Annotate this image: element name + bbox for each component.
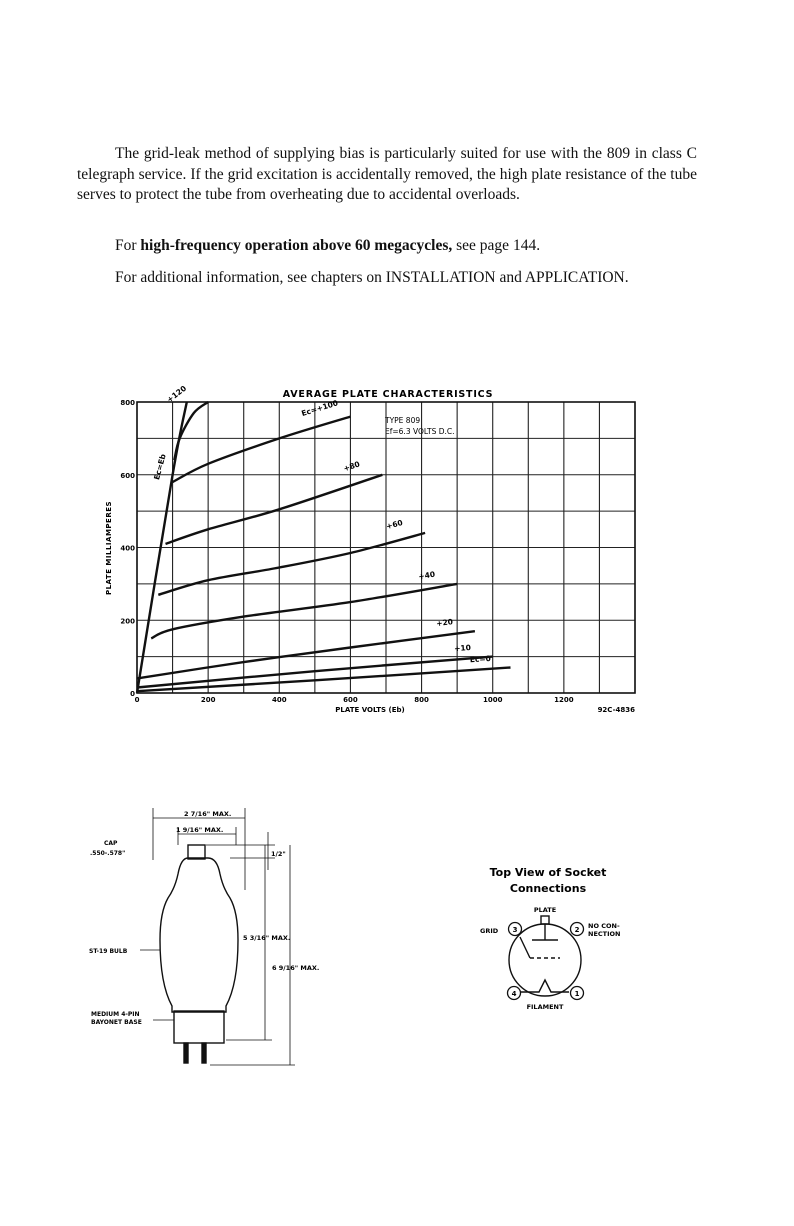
series-label: +20 xyxy=(435,617,454,629)
series-line-40 xyxy=(151,584,457,639)
socket-title-1: Top View of Socket xyxy=(489,866,607,879)
chart-tick-labels xyxy=(120,399,573,704)
socket-filament-path xyxy=(521,980,569,992)
cap-size: .550-.578" xyxy=(90,850,126,857)
socket-plate-label: PLATE xyxy=(533,906,557,914)
chart-annotation-type: TYPE 809 xyxy=(385,416,421,425)
chart-annotation-filament: Ef=6.3 VOLTS D.C. xyxy=(385,427,455,436)
pin-1-label: 1 xyxy=(574,990,580,998)
tube-cap xyxy=(188,845,205,859)
base-label-2: BAYONET BASE xyxy=(91,1019,142,1026)
pin-4-label: 4 xyxy=(511,990,517,998)
series-line-80 xyxy=(166,475,383,544)
tube-bulb-outline xyxy=(160,858,238,1012)
tube-outline-drawing xyxy=(80,800,340,1080)
tube-pin-right xyxy=(202,1043,206,1063)
series-line-120 xyxy=(174,402,208,460)
series-line-60 xyxy=(158,533,425,595)
socket-filament-label: FILAMENT xyxy=(526,1003,564,1011)
y-tick-label: 0 xyxy=(130,690,135,698)
x-tick-label: 800 xyxy=(414,696,429,704)
series-line-100 xyxy=(173,417,351,482)
socket-nc-label-1: NO CON- xyxy=(588,922,620,930)
paragraph-grid-leak: The grid-leak method of supplying bias is particularly suited for use with the 809 in class C telegraph service. If the grid excitation is accidentally removed, the high plate resistance of the tube serves to protect the tube from overheating due to accidental overloads. xyxy=(77,145,697,203)
dim-cap-height: 1/2" xyxy=(271,850,286,858)
bulb-label: ST-19 BULB xyxy=(89,948,128,955)
pin-2-label: 2 xyxy=(574,926,580,934)
chart-code: 92C-4836 xyxy=(597,706,635,714)
dim-cap-width: 1 9/16" MAX. xyxy=(176,826,224,834)
dim-seated-height: 5 3/16" MAX. xyxy=(243,934,291,942)
y-tick-label: 400 xyxy=(120,544,135,553)
p2-tail: see page 144. xyxy=(452,237,541,254)
x-tick-label: 1200 xyxy=(554,696,574,704)
series-label: Ec=+100 xyxy=(300,398,340,419)
cap-label: CAP xyxy=(104,840,118,847)
socket-nc-label-2: NECTION xyxy=(588,930,621,938)
tube-base xyxy=(174,1011,224,1043)
x-tick-label: 600 xyxy=(343,696,358,704)
x-tick-label: 1000 xyxy=(482,696,503,704)
base-label-1: MEDIUM 4-PIN xyxy=(91,1011,140,1018)
y-tick-label: 600 xyxy=(120,471,135,480)
socket-connections-diagram xyxy=(470,860,660,1020)
series-label: +120 xyxy=(165,383,189,405)
boundary-label: Ec=Eb xyxy=(152,452,168,481)
socket-plate-cap xyxy=(541,916,549,924)
chart-xlabel: PLATE VOLTS (Eb) xyxy=(335,706,405,714)
series-label: Ec=0 xyxy=(469,653,492,665)
x-tick-label: 400 xyxy=(271,696,287,704)
series-label: +40 xyxy=(417,569,436,582)
series-label: +80 xyxy=(342,459,362,474)
socket-grid-label: GRID xyxy=(480,927,499,935)
p2-bold: high-frequency operation above 60 megacycles, xyxy=(140,237,453,254)
chart-grid xyxy=(137,402,635,693)
tube-pin-left xyxy=(184,1043,188,1063)
y-tick-label: 800 xyxy=(120,399,135,407)
y-tick-label: 200 xyxy=(120,617,135,626)
dim-overall-height: 6 9/16" MAX. xyxy=(272,964,320,972)
p2-lead: For xyxy=(115,237,141,254)
pin-3-label: 3 xyxy=(512,926,518,934)
series-label: +10 xyxy=(453,642,472,654)
socket-title-2: Connections xyxy=(509,882,587,895)
chart-title: AVERAGE PLATE CHARACTERISTICS xyxy=(282,389,494,400)
series-label: +60 xyxy=(385,518,404,532)
paragraph-additional-info: For additional information, see chapters on INSTALLATION and APPLICATION. xyxy=(115,269,629,286)
x-tick-label: 0 xyxy=(134,696,140,704)
chart-ylabel: PLATE MILLIAMPERES xyxy=(105,500,113,596)
plate-characteristics-chart xyxy=(95,383,655,723)
paragraph-high-frequency xyxy=(77,236,697,257)
dim-overall-width: 2 7/16" MAX. xyxy=(184,810,232,818)
x-tick-label: 200 xyxy=(200,696,216,704)
